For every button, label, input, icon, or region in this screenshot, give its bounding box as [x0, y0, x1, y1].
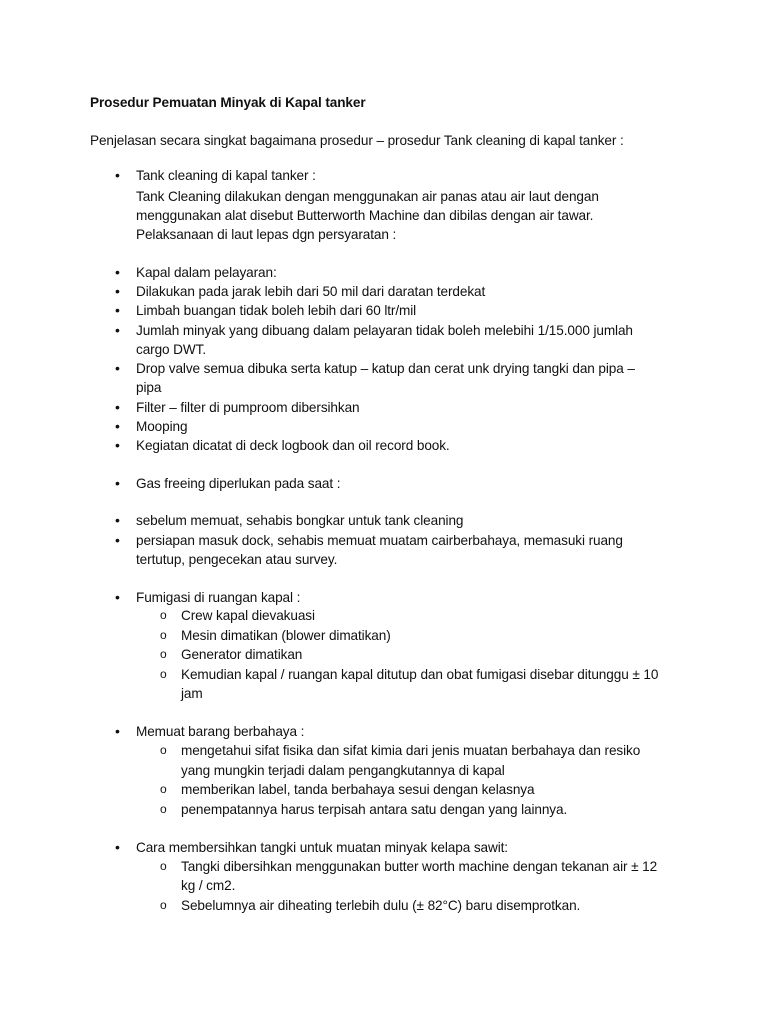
document-title: Prosedur Pemuatan Minyak di Kapal tanker — [90, 95, 366, 110]
sub-list-item: penempatannya harus terpisah antara satu dengan yang lainnya. — [181, 802, 568, 817]
sub-list-item-continuation: yang mungkin terjadi dalam pengangkutannya di kapal — [181, 763, 505, 778]
bullet: • — [115, 264, 120, 280]
list-item: Drop valve semua dibuka serta katup – katup dan cerat unk drying tangki dan pipa – — [136, 361, 635, 376]
bullet: • — [115, 723, 120, 739]
list-item: Limbah buangan tidak boleh lebih dari 60 ltr/mil — [136, 303, 417, 318]
list-item: Jumlah minyak yang dibuang dalam pelayaran tidak boleh melebihi 1/15.000 jumlah — [136, 323, 633, 338]
section6-heading: Memuat barang berbahaya : — [136, 724, 305, 739]
sub-list-item: Crew kapal dievakuasi — [181, 608, 315, 623]
intro-paragraph: Penjelasan secara singkat bagaimana prosedur – prosedur Tank cleaning di kapal tanker : — [90, 133, 624, 148]
sub-list-item: Generator dimatikan — [181, 647, 303, 662]
sub-bullet: o — [160, 667, 167, 681]
section1-heading: Tank cleaning di kapal tanker : — [136, 168, 316, 183]
list-item: Kapal dalam pelayaran: — [136, 265, 277, 280]
sub-bullet: o — [160, 802, 167, 816]
sub-bullet: o — [160, 608, 167, 622]
list-item-continuation: pipa — [136, 380, 162, 395]
sub-bullet: o — [160, 628, 167, 642]
list-item-continuation: cargo DWT. — [136, 342, 207, 357]
list-item: Kegiatan dicatat di deck logbook dan oil record book. — [136, 438, 450, 453]
list-item: Dilakukan pada jarak lebih dari 50 mil dari daratan terdekat — [136, 284, 486, 299]
section1-line: Tank Cleaning dilakukan dengan menggunakan air panas atau air laut dengan — [136, 189, 599, 204]
list-item: persiapan masuk dock, sehabis memuat muatam cairberbahaya, memasuki ruang — [136, 533, 623, 548]
section7-heading: Cara membersihkan tangki untuk muatan minyak kelapa sawit: — [136, 840, 508, 855]
sub-bullet: o — [160, 647, 167, 661]
bullet: • — [115, 475, 120, 491]
sub-bullet: o — [160, 743, 167, 757]
sub-list-item-continuation: jam — [181, 686, 203, 701]
section1-line: Pelaksanaan di laut lepas dgn persyaratan : — [136, 227, 397, 242]
sub-list-item-continuation: kg / cm2. — [181, 878, 236, 893]
bullet: • — [115, 399, 120, 415]
bullet: • — [115, 418, 120, 434]
sub-list-item: Tangki dibersihkan menggunakan butter worth machine dengan tekanan air ± 12 — [181, 859, 658, 874]
sub-list-item: memberikan label, tanda berbahaya sesui dengan kelasnya — [181, 782, 535, 797]
section1-line: menggunakan alat disebut Butterworth Machine dan dibilas dengan air tawar. — [136, 208, 594, 223]
bullet: • — [115, 167, 120, 183]
section3-heading: Gas freeing diperlukan pada saat : — [136, 476, 341, 491]
list-item: Mooping — [136, 419, 188, 434]
sub-list-item: mengetahui sifat fisika dan sifat kimia dari jenis muatan berbahaya dan resiko — [181, 743, 641, 758]
list-item: sebelum memuat, sehabis bongkar untuk tank cleaning — [136, 513, 464, 528]
bullet: • — [115, 302, 120, 318]
bullet: • — [115, 322, 120, 338]
list-item-continuation: tertutup, pengecekan atau survey. — [136, 552, 338, 567]
sub-bullet: o — [160, 782, 167, 796]
sub-bullet: o — [160, 898, 167, 912]
bullet: • — [115, 283, 120, 299]
bullet: • — [115, 360, 120, 376]
bullet: • — [115, 532, 120, 548]
bullet: • — [115, 839, 120, 855]
list-item: Filter – filter di pumproom dibersihkan — [136, 400, 360, 415]
bullet: • — [115, 437, 120, 453]
bullet: • — [115, 512, 120, 528]
section5-heading: Fumigasi di ruangan kapal : — [136, 590, 301, 605]
sub-list-item: Mesin dimatikan (blower dimatikan) — [181, 628, 391, 643]
sub-list-item: Kemudian kapal / ruangan kapal ditutup dan obat fumigasi disebar ditunggu ± 10 — [181, 667, 659, 682]
sub-list-item: Sebelumnya air diheating terlebih dulu (± 82°C) baru disemprotkan. — [181, 898, 581, 913]
sub-bullet: o — [160, 859, 167, 873]
bullet: • — [115, 589, 120, 605]
